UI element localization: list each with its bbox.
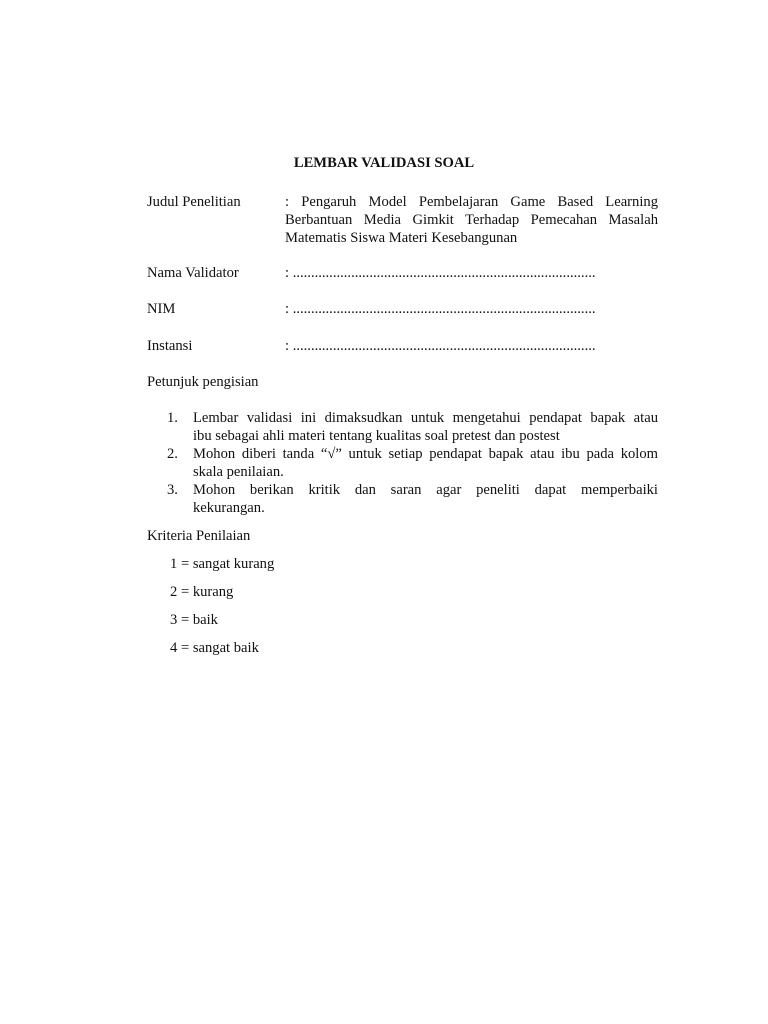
list-item-line-2: kekurangan. bbox=[193, 500, 265, 516]
kriteria-item: 2 = kurang bbox=[170, 584, 234, 600]
list-item bbox=[147, 481, 658, 517]
nama-validator-label: Nama Validator bbox=[147, 265, 239, 281]
list-item-line-2: skala penilaian. bbox=[193, 464, 284, 480]
judul-penelitian-value bbox=[285, 193, 658, 247]
judul-penelitian-label: Judul Penelitian bbox=[147, 194, 241, 210]
nim-label: NIM bbox=[147, 301, 176, 317]
list-number: 2. bbox=[167, 446, 178, 462]
list-item bbox=[147, 445, 658, 481]
kriteria-item: 4 = sangat baik bbox=[170, 640, 259, 656]
list-item bbox=[147, 409, 658, 445]
judul-line-2: Berbantuan Media Gimkit Terhadap Pemecahan Masalah bbox=[285, 212, 658, 228]
list-number: 1. bbox=[167, 410, 178, 426]
kriteria-heading: Kriteria Penilaian bbox=[147, 528, 251, 544]
kriteria-item: 1 = sangat kurang bbox=[170, 556, 275, 572]
instansi-value: : ................................................................................... bbox=[285, 338, 596, 354]
document-title: LEMBAR VALIDASI SOAL bbox=[293, 155, 475, 171]
list-item-line-1: Lembar validasi ini dimaksudkan untuk mengetahui pendapat bapak atau bbox=[193, 410, 658, 426]
petunjuk-heading: Petunjuk pengisian bbox=[147, 374, 259, 390]
petunjuk-list bbox=[147, 409, 658, 517]
list-number: 3. bbox=[167, 482, 178, 498]
list-item-line-1: Mohon berikan kritik dan saran agar peneliti dapat memperbaiki bbox=[193, 482, 658, 498]
list-item-line-2: ibu sebagai ahli materi tentang kualitas soal pretest dan postest bbox=[193, 428, 560, 444]
nim-value: : ................................................................................... bbox=[285, 301, 596, 317]
instansi-label: Instansi bbox=[147, 338, 193, 354]
judul-line-1: : Pengaruh Model Pembelajaran Game Based Learning bbox=[285, 194, 658, 210]
kriteria-item: 3 = baik bbox=[170, 612, 218, 628]
judul-line-3: Matematis Siswa Materi Kesebangunan bbox=[285, 230, 518, 246]
nama-validator-value: : ................................................................................... bbox=[285, 265, 596, 281]
list-item-line-1: Mohon diberi tanda “√” untuk setiap pendapat bapak atau ibu pada kolom bbox=[193, 446, 658, 462]
